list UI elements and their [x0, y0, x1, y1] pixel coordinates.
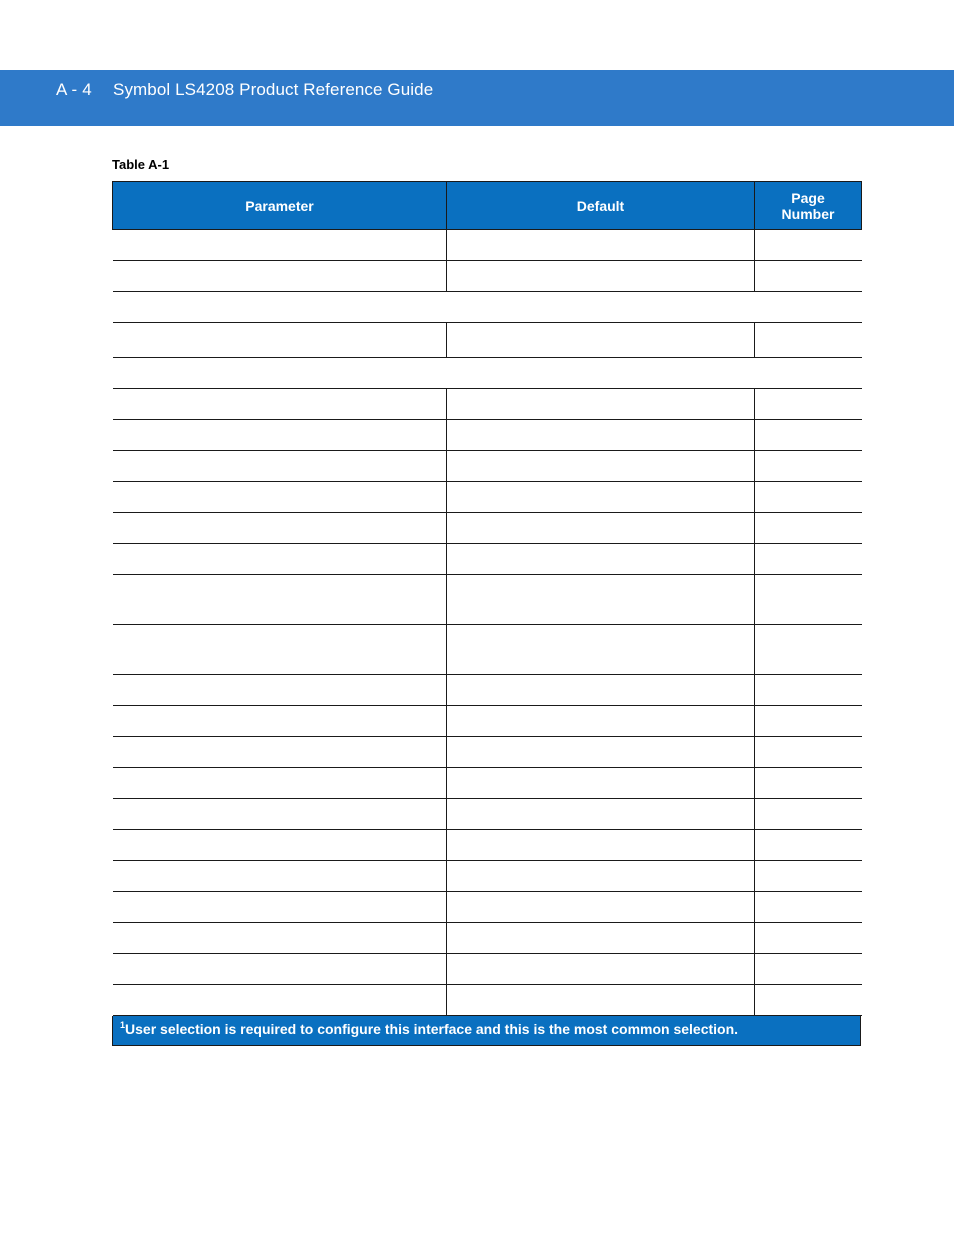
table-row — [113, 985, 862, 1016]
table-row — [113, 861, 862, 892]
table-row — [113, 737, 862, 768]
column-header-number: Number — [781, 205, 835, 222]
table-caption: Table A-1 — [112, 157, 170, 172]
table-row — [113, 830, 862, 861]
table-row — [113, 261, 862, 292]
table-row — [113, 706, 862, 737]
table-row — [113, 482, 862, 513]
table-row — [113, 323, 862, 358]
column-header-parameter: Parameter — [113, 182, 447, 230]
page-number: A - 4 — [56, 80, 92, 99]
table-row — [113, 892, 862, 923]
table-row — [113, 575, 862, 625]
footnote-marker: 1 — [120, 1020, 126, 1030]
table-row — [113, 768, 862, 799]
column-header-default: Default — [447, 182, 755, 230]
table-footnote — [112, 1016, 861, 1046]
guide-title: Symbol LS4208 Product Reference Guide — [113, 80, 434, 99]
table-row — [113, 420, 862, 451]
table-row — [113, 389, 862, 420]
table-row — [113, 625, 862, 675]
table-row — [113, 513, 862, 544]
table-row — [113, 799, 862, 830]
table-section-row — [113, 358, 862, 389]
table-row — [113, 675, 862, 706]
column-header-page: Page — [791, 189, 825, 206]
footnote-text: User selection is required to configure this interface and this is the most common selection. — [125, 1021, 739, 1037]
table-row — [113, 451, 862, 482]
table-row — [113, 954, 862, 985]
column-header-page-number — [755, 182, 862, 230]
table-header-row — [113, 182, 862, 230]
page-header — [0, 70, 954, 126]
table-row — [113, 544, 862, 575]
table-row — [113, 230, 862, 261]
table-row — [113, 923, 862, 954]
table-section-row — [113, 292, 862, 323]
parameter-table — [112, 181, 861, 1046]
